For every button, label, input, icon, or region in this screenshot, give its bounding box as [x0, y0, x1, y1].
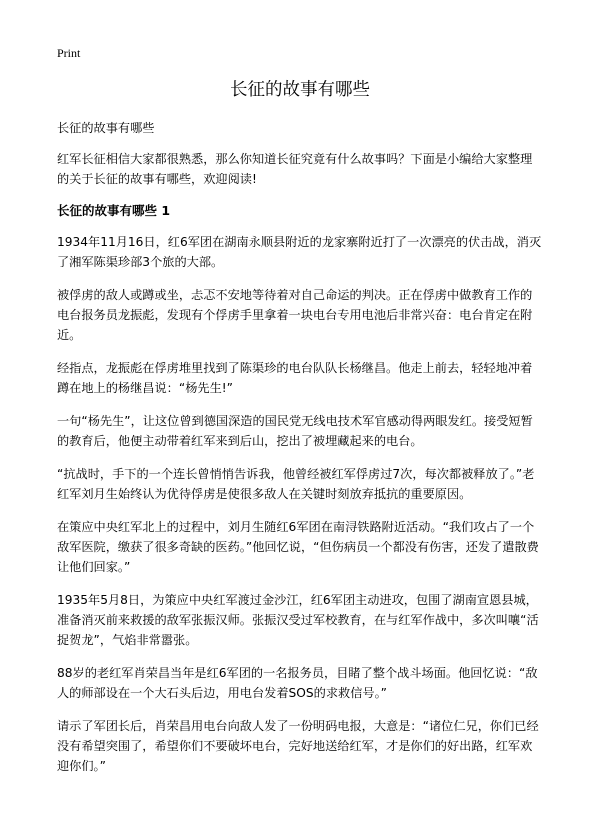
- paragraph: 在策应中央红军北上的过程中，刘月生随红6军团在南浔铁路附近活动。“我们攻占了一个敌军医院，缴获了很多奇缺的医药。”他回忆说，“但伤病员一个都没有伤害，还发了遣散费让他们回家。”: [57, 520, 539, 574]
- paragraph: 一句“杨先生”，让这位曾到德国深造的国民党无线电技术军官感动得两眼发红。接受短暂的教育后，他便主动带着红军来到后山，挖出了被埋藏起来的电台。: [57, 414, 533, 448]
- paragraph: 88岁的老红军肖荣昌当年是红6军团的一名报务员，目睹了整个战斗场面。他回忆说：“敌人的师部设在一个大石头后边，用电台发着SOS的求救信号。”: [57, 666, 538, 700]
- paragraph: “抗战时，手下的一个连长曾悄悄告诉我，他曾经被红军俘虏过7次，每次都被释放了。”老红军刘月生始终认为优待俘虏是使很多敌人在关键时刻放弃抵抗的重要原因。: [57, 467, 535, 501]
- section-heading: 长征的故事有哪些 1: [57, 203, 171, 218]
- paragraph: 被俘虏的敌人或蹲或坐，忐忑不安地等待着对自己命运的判决。正在俘虏中做教育工作的电台报务员龙振彪，发现有个俘虏手里拿着一块电台专用电池后非常兴奋：电台肯定在附近。: [57, 288, 533, 342]
- paragraph: 经指点，龙振彪在俘虏堆里找到了陈渠珍的电台队队长杨继昌。他走上前去，轻轻地冲着蹲在地上的杨继昌说：“杨先生!”: [57, 361, 533, 395]
- paragraph: 1934年11月16日，红6军团在湖南永顺县附近的龙家寨附近打了一次漂亮的伏击战，消灭了湘军陈渠珍部3个旅的大部。: [57, 235, 542, 269]
- article-body: [57, 118, 542, 789]
- paragraph: 请示了军团长后，肖荣昌用电台向敌人发了一份明码电报，大意是：“诸位仁兄，你们已经没有希望突围了，希望你们不要破坏电台，完好地送给红军，才是你们的好出路，红军欢迎你们。”: [57, 719, 539, 773]
- print-label: Print: [57, 46, 81, 60]
- page-title: 长征的故事有哪些: [230, 80, 370, 100]
- intro-paragraph: 红军长征相信大家都很熟悉，那么你知道长征究竟有什么故事吗？下面是小编给大家整理的关于长征的故事有哪些，欢迎阅读!: [57, 152, 533, 186]
- article-subtitle: 长征的故事有哪些: [57, 121, 155, 135]
- paragraph: 1935年5月8日，为策应中央红军渡过金沙江，红6军团主动进攻，包围了湖南宣恩县城，准备消灭前来救援的敌军张振汉师。张振汉受过军校教育，在与红军作战中，多次叫嚷“活捉贺龙”，气焰非常嚣张。: [57, 593, 539, 647]
